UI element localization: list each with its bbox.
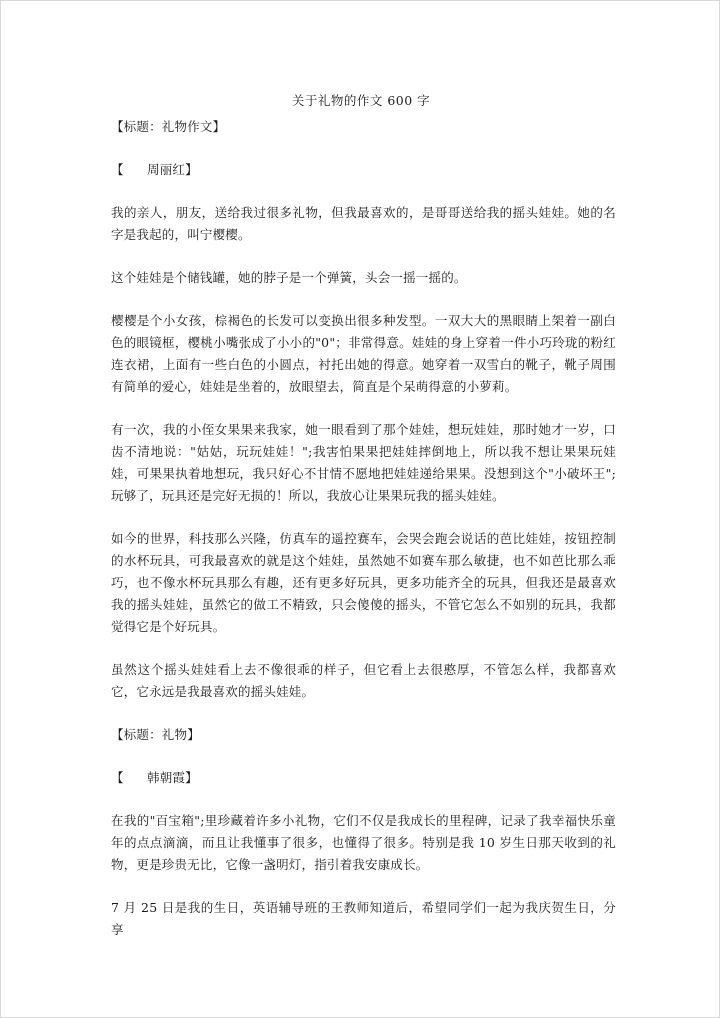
essay-1-author [111,159,616,181]
essay-2-paragraph-1: 在我的"百宝箱";里珍藏着许多小礼物，它们不仅是我成长的里程碑，记录了我幸福快乐童年的点点滴滴，而且让我懂事了很多，也懂得了很多。特别是我 10 岁生日那天收到的礼物，更是珍贵无比，它像一盏明灯，指引着我安康成长。 [111,813,616,872]
essay-1-paragraph-1: 我的亲人，朋友，送给我过很多礼物，但我最喜欢的，是哥哥送给我的摇头娃娃。她的名字是我起的，叫宁樱樱。 [111,205,616,242]
essay-1-title: 【标题：礼物作文】 [111,119,226,134]
document-body [111,116,616,941]
essay-1-paragraph-6: 虽然这个摇头娃娃看上去不像很乖的样子，但它看上去很憨厚，不管怎么样，我都喜欢它，它永远是我最喜欢的摇头娃娃。 [111,662,616,699]
document-title: 关于礼物的作文 600 字 [291,93,431,108]
essay-1-paragraph-3: 樱樱是个小女孩，棕褐色的长发可以变换出很多种发型。一双大大的黑眼睛上架着一副白色的眼镜框，樱桃小嘴张成了小小的"0"；非常得意。娃娃的身上穿着一件小巧玲珑的粉红连衣裙，上面有一些白色的小圆点，衬托出她的得意。她穿着一双雪白的靴子，靴子周围有简单的爱心，娃娃是坐着的，放眼望去，简直是个呆萌得意的小萝莉。 [111,313,616,394]
author-name: 周丽红】 [147,162,198,177]
author-bracket: 【 [111,770,124,785]
essay-2-author [111,767,616,789]
essay-2-title: 【标题：礼物】 [111,727,200,742]
essay-1-paragraph-2: 这个娃娃是个储钱罐，她的脖子是一个弹簧，头会一摇一摇的。 [111,270,467,285]
essay-1-paragraph-5: 如今的世界，科技那么兴隆，仿真车的遥控赛车，会哭会跑会说话的芭比娃娃，按钮控制的水杯玩具，可我最喜欢的就是这个娃娃，虽然她不如赛车那么敏捷，也不如芭比那么乖巧，也不像水杯玩具那么有趣，还有更多好玩具，更多功能齐全的玩具，但我还是最喜欢我的摇头娃娃，虽然它的做工不精致，只会傻傻的摇头，不管它怎么不如别的玩具，我都觉得它是个好玩具。 [111,531,616,634]
author-bracket: 【 [111,162,124,177]
essay-2-paragraph-2: 7 月 25 日是我的生日，英语辅导班的王教师知道后，希望同学们一起为我庆贺生日，分享 [111,900,616,937]
author-name: 韩朝霞】 [147,770,198,785]
essay-1-paragraph-4: 有一次，我的小侄女果果来我家，她一眼看到了那个娃娃，想玩娃娃，那时她才一岁，口齿不清地说："姑姑，玩玩娃娃！";我害怕果果把娃娃摔倒地上，所以我不想让果果玩娃娃，可果果执着地想玩，我只好心不甘情不愿地把娃娃递给果果。没想到这个"小破坏王";玩够了，玩具还是完好无损的！所以，我放心让果果玩我的摇头娃娃。 [111,422,616,503]
